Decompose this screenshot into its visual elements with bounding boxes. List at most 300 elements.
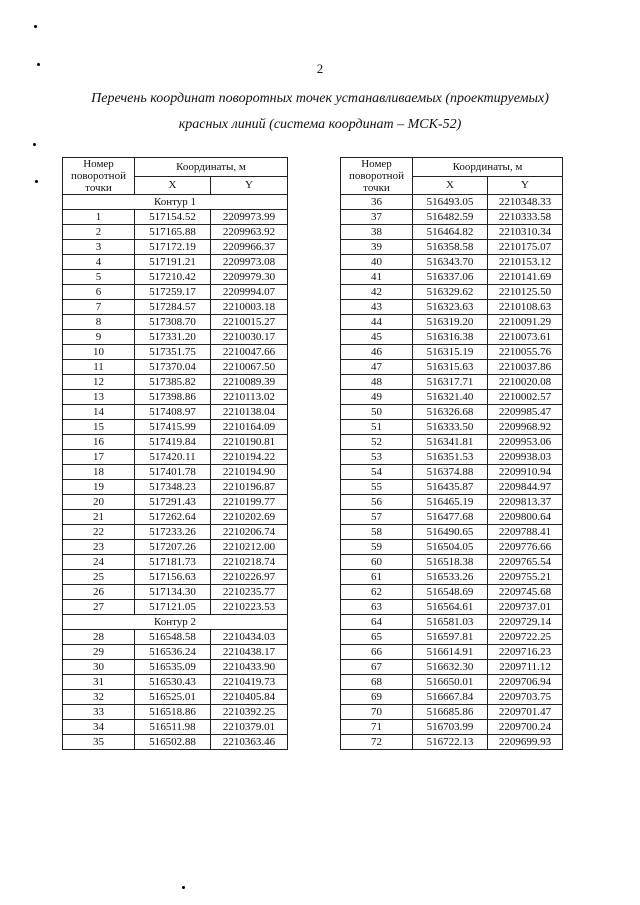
point-number-cell: 51: [341, 420, 413, 435]
point-number-cell: 33: [63, 705, 135, 720]
y-coordinate-cell: 2210030.17: [211, 330, 288, 345]
point-number-cell: 53: [341, 450, 413, 465]
y-coordinate-cell: 2209716.23: [488, 645, 563, 660]
table-row: [341, 345, 563, 360]
table-row: [341, 600, 563, 615]
x-coordinate-cell: 516341.81: [413, 435, 488, 450]
x-coordinate-cell: 516667.84: [413, 690, 488, 705]
point-number-cell: 47: [341, 360, 413, 375]
x-coordinate-cell: 517207.26: [135, 540, 211, 555]
point-number-cell: 7: [63, 300, 135, 315]
point-number-cell: 68: [341, 675, 413, 690]
y-coordinate-cell: 2209755.21: [488, 570, 563, 585]
y-coordinate-cell: 2210223.53: [211, 600, 288, 615]
point-number-cell: 40: [341, 255, 413, 270]
table-row: [63, 420, 288, 435]
point-number-cell: 17: [63, 450, 135, 465]
point-number-cell: 19: [63, 480, 135, 495]
point-number-cell: 36: [341, 195, 413, 210]
y-coordinate-cell: 2210091.29: [488, 315, 563, 330]
table-row: [341, 285, 563, 300]
point-number-cell: 12: [63, 375, 135, 390]
x-coordinate-cell: 516435.87: [413, 480, 488, 495]
x-coordinate-cell: 516329.62: [413, 285, 488, 300]
y-header: Y: [488, 176, 563, 195]
y-coordinate-cell: 2209844.97: [488, 480, 563, 495]
table-row: [63, 300, 288, 315]
y-coordinate-cell: 2209994.07: [211, 285, 288, 300]
y-coordinate-cell: 2209737.01: [488, 600, 563, 615]
point-number-cell: 69: [341, 690, 413, 705]
point-number-cell: 32: [63, 690, 135, 705]
y-coordinate-cell: 2210235.77: [211, 585, 288, 600]
table-row: [341, 570, 563, 585]
table-row: [63, 450, 288, 465]
y-coordinate-cell: 2210196.87: [211, 480, 288, 495]
point-number-cell: 60: [341, 555, 413, 570]
y-coordinate-cell: 2209788.41: [488, 525, 563, 540]
y-coordinate-cell: 2210363.46: [211, 735, 288, 750]
point-number-cell: 49: [341, 390, 413, 405]
y-coordinate-cell: 2209813.37: [488, 495, 563, 510]
x-coordinate-cell: 517165.88: [135, 225, 211, 240]
table-row: [341, 720, 563, 735]
table-row: [63, 225, 288, 240]
table-row: [63, 525, 288, 540]
x-coordinate-cell: 516477.68: [413, 510, 488, 525]
y-coordinate-cell: 2209703.75: [488, 690, 563, 705]
left-table-body: [63, 195, 288, 750]
point-number-cell: 6: [63, 285, 135, 300]
y-coordinate-cell: 2209722.25: [488, 630, 563, 645]
point-number-cell: 55: [341, 480, 413, 495]
x-coordinate-cell: 516316.38: [413, 330, 488, 345]
x-coordinate-cell: 516493.05: [413, 195, 488, 210]
table-row: [341, 390, 563, 405]
point-number-cell: 50: [341, 405, 413, 420]
x-coordinate-cell: 517233.26: [135, 525, 211, 540]
point-number-cell: 31: [63, 675, 135, 690]
y-coordinate-cell: 2210037.86: [488, 360, 563, 375]
x-header: X: [135, 176, 211, 195]
table-row: [341, 735, 563, 750]
point-number-cell: 26: [63, 585, 135, 600]
point-number-cell: 65: [341, 630, 413, 645]
x-coordinate-cell: 516323.63: [413, 300, 488, 315]
point-number-cell: 42: [341, 285, 413, 300]
x-header: X: [413, 176, 488, 195]
x-coordinate-cell: 516321.40: [413, 390, 488, 405]
x-coordinate-cell: 516482.59: [413, 210, 488, 225]
table-row: [63, 645, 288, 660]
point-number-cell: 43: [341, 300, 413, 315]
x-coordinate-cell: 516632.30: [413, 660, 488, 675]
x-coordinate-cell: 517181.73: [135, 555, 211, 570]
y-coordinate-cell: 2210141.69: [488, 270, 563, 285]
table-row: [341, 405, 563, 420]
x-coordinate-cell: 517259.17: [135, 285, 211, 300]
y-coordinate-cell: 2209711.12: [488, 660, 563, 675]
y-coordinate-cell: 2210175.07: [488, 240, 563, 255]
table-row: [63, 405, 288, 420]
point-number-cell: 8: [63, 315, 135, 330]
y-coordinate-cell: 2210212.00: [211, 540, 288, 555]
point-number-cell: 24: [63, 555, 135, 570]
point-number-cell: 2: [63, 225, 135, 240]
x-coordinate-cell: 516374.88: [413, 465, 488, 480]
y-coordinate-cell: 2210089.39: [211, 375, 288, 390]
x-coordinate-cell: 516597.81: [413, 630, 488, 645]
point-number-cell: 14: [63, 405, 135, 420]
coordinates-header: Координаты, м: [135, 158, 288, 177]
y-coordinate-cell: 2210055.76: [488, 345, 563, 360]
x-coordinate-cell: 517370.04: [135, 360, 211, 375]
table-row: [63, 600, 288, 615]
table-row: [63, 330, 288, 345]
point-number-cell: 70: [341, 705, 413, 720]
table-row: [341, 630, 563, 645]
y-coordinate-cell: 2209973.08: [211, 255, 288, 270]
table-row: [63, 240, 288, 255]
table-row: [63, 210, 288, 225]
y-coordinate-cell: 2209800.64: [488, 510, 563, 525]
point-number-cell: 63: [341, 600, 413, 615]
x-coordinate-cell: 516518.86: [135, 705, 211, 720]
x-coordinate-cell: 516358.58: [413, 240, 488, 255]
point-number-cell: 72: [341, 735, 413, 750]
table-row: [341, 645, 563, 660]
y-coordinate-cell: 2210310.34: [488, 225, 563, 240]
y-coordinate-cell: 2209973.99: [211, 210, 288, 225]
point-number-cell: 46: [341, 345, 413, 360]
y-coordinate-cell: 2209776.66: [488, 540, 563, 555]
x-coordinate-cell: 517401.78: [135, 465, 211, 480]
coordinates-header: Координаты, м: [413, 158, 563, 177]
y-coordinate-cell: 2209963.92: [211, 225, 288, 240]
x-coordinate-cell: 516650.01: [413, 675, 488, 690]
table-row: [63, 345, 288, 360]
y-coordinate-cell: 2209985.47: [488, 405, 563, 420]
x-coordinate-cell: 517348.23: [135, 480, 211, 495]
y-coordinate-cell: 2210199.77: [211, 495, 288, 510]
x-coordinate-cell: 517134.30: [135, 585, 211, 600]
x-coordinate-cell: 517154.52: [135, 210, 211, 225]
table-row: [63, 720, 288, 735]
point-number-header: Номер поворотной точки: [63, 158, 135, 195]
point-number-cell: 41: [341, 270, 413, 285]
x-coordinate-cell: 516536.24: [135, 645, 211, 660]
y-coordinate-cell: 2210138.04: [211, 405, 288, 420]
y-coordinate-cell: 2209699.93: [488, 735, 563, 750]
y-coordinate-cell: 2210153.12: [488, 255, 563, 270]
table-row: [63, 495, 288, 510]
y-coordinate-cell: 2210190.81: [211, 435, 288, 450]
scan-speck: [182, 886, 185, 889]
x-coordinate-cell: 517291.43: [135, 495, 211, 510]
y-coordinate-cell: 2210194.90: [211, 465, 288, 480]
point-number-cell: 67: [341, 660, 413, 675]
x-coordinate-cell: 517308.70: [135, 315, 211, 330]
point-number-cell: 45: [341, 330, 413, 345]
point-number-cell: 15: [63, 420, 135, 435]
x-coordinate-cell: 517156.63: [135, 570, 211, 585]
point-number-cell: 13: [63, 390, 135, 405]
y-coordinate-cell: 2209968.92: [488, 420, 563, 435]
coordinates-table-left: [62, 157, 288, 750]
point-number-cell: 59: [341, 540, 413, 555]
point-number-cell: 56: [341, 495, 413, 510]
x-coordinate-cell: 516315.63: [413, 360, 488, 375]
point-number-cell: 64: [341, 615, 413, 630]
right-table-body: [341, 195, 563, 750]
x-coordinate-cell: 516722.13: [413, 735, 488, 750]
table-row: [341, 510, 563, 525]
point-number-cell: 35: [63, 735, 135, 750]
section-label: Контур 2: [63, 615, 288, 630]
table-row: [63, 705, 288, 720]
x-coordinate-cell: 516502.88: [135, 735, 211, 750]
point-number-cell: 34: [63, 720, 135, 735]
x-coordinate-cell: 517210.42: [135, 270, 211, 285]
point-number-cell: 25: [63, 570, 135, 585]
table-row: [341, 360, 563, 375]
point-number-cell: 54: [341, 465, 413, 480]
x-coordinate-cell: 516518.38: [413, 555, 488, 570]
point-number-cell: 71: [341, 720, 413, 735]
point-number-cell: 38: [341, 225, 413, 240]
x-coordinate-cell: 516581.03: [413, 615, 488, 630]
table-row: [63, 555, 288, 570]
point-number-cell: 30: [63, 660, 135, 675]
x-coordinate-cell: 517385.82: [135, 375, 211, 390]
point-number-cell: 66: [341, 645, 413, 660]
y-coordinate-cell: 2210348.33: [488, 195, 563, 210]
point-number-cell: 52: [341, 435, 413, 450]
point-number-cell: 4: [63, 255, 135, 270]
point-number-cell: 61: [341, 570, 413, 585]
x-coordinate-cell: 517331.20: [135, 330, 211, 345]
table-row: [63, 585, 288, 600]
table-row: [63, 690, 288, 705]
x-coordinate-cell: 516564.61: [413, 600, 488, 615]
point-number-cell: 5: [63, 270, 135, 285]
x-coordinate-cell: 517415.99: [135, 420, 211, 435]
table-row: [341, 495, 563, 510]
table-row: [341, 690, 563, 705]
table-row: [63, 630, 288, 645]
point-number-cell: 21: [63, 510, 135, 525]
y-coordinate-cell: 2209953.06: [488, 435, 563, 450]
y-coordinate-cell: 2210206.74: [211, 525, 288, 540]
x-coordinate-cell: 516319.20: [413, 315, 488, 330]
x-coordinate-cell: 517419.84: [135, 435, 211, 450]
x-coordinate-cell: 516465.19: [413, 495, 488, 510]
y-coordinate-cell: 2210015.27: [211, 315, 288, 330]
table-row: [63, 315, 288, 330]
document-title-line2: красных линий (система координат – МСК-52): [178, 117, 462, 132]
x-coordinate-cell: 516337.06: [413, 270, 488, 285]
table-row: [341, 540, 563, 555]
table-row: [63, 285, 288, 300]
x-coordinate-cell: 517121.05: [135, 600, 211, 615]
x-coordinate-cell: 516504.05: [413, 540, 488, 555]
table-row: [341, 210, 563, 225]
table-row: [63, 675, 288, 690]
y-coordinate-cell: 2210392.25: [211, 705, 288, 720]
table-row: [63, 510, 288, 525]
x-coordinate-cell: 516317.71: [413, 375, 488, 390]
table-row: [63, 480, 288, 495]
y-coordinate-cell: 2209700.24: [488, 720, 563, 735]
table-row: [341, 465, 563, 480]
y-coordinate-cell: 2210202.69: [211, 510, 288, 525]
page-number: 2: [316, 61, 324, 76]
point-number-cell: 18: [63, 465, 135, 480]
table-row: [63, 255, 288, 270]
table-row: [341, 330, 563, 345]
table-row: [341, 480, 563, 495]
y-coordinate-cell: 2210438.17: [211, 645, 288, 660]
y-coordinate-cell: 2210218.74: [211, 555, 288, 570]
document-title-line1: Перечень координат поворотных точек устанавливаемых (проектируемых): [91, 91, 549, 106]
y-coordinate-cell: 2209729.14: [488, 615, 563, 630]
point-number-cell: 37: [341, 210, 413, 225]
x-coordinate-cell: 516535.09: [135, 660, 211, 675]
x-coordinate-cell: 516490.65: [413, 525, 488, 540]
scan-speck: [34, 25, 37, 28]
y-coordinate-cell: 2209765.54: [488, 555, 563, 570]
y-coordinate-cell: 2209966.37: [211, 240, 288, 255]
table-row: [341, 660, 563, 675]
table-row: [341, 240, 563, 255]
table-row: [63, 390, 288, 405]
point-number-cell: 57: [341, 510, 413, 525]
table-row: [341, 450, 563, 465]
y-coordinate-cell: 2210434.03: [211, 630, 288, 645]
table-row: [341, 675, 563, 690]
x-coordinate-cell: 517420.11: [135, 450, 211, 465]
table-row: [63, 540, 288, 555]
point-number-cell: 9: [63, 330, 135, 345]
y-coordinate-cell: 2210379.01: [211, 720, 288, 735]
y-coordinate-cell: 2209745.68: [488, 585, 563, 600]
coordinates-table-right: [340, 157, 563, 750]
table-row: [341, 705, 563, 720]
table-row: [341, 300, 563, 315]
table-row: [63, 435, 288, 450]
y-coordinate-cell: 2209910.94: [488, 465, 563, 480]
table-row: [341, 375, 563, 390]
x-coordinate-cell: 516614.91: [413, 645, 488, 660]
y-coordinate-cell: 2210002.57: [488, 390, 563, 405]
point-number-cell: 58: [341, 525, 413, 540]
point-number-cell: 48: [341, 375, 413, 390]
y-coordinate-cell: 2210405.84: [211, 690, 288, 705]
point-number-cell: 11: [63, 360, 135, 375]
table-row: [63, 270, 288, 285]
y-coordinate-cell: 2210073.61: [488, 330, 563, 345]
point-number-cell: 3: [63, 240, 135, 255]
table-row: [341, 270, 563, 285]
point-number-cell: 29: [63, 645, 135, 660]
scan-speck: [35, 180, 38, 183]
x-coordinate-cell: 516333.50: [413, 420, 488, 435]
y-coordinate-cell: 2210164.09: [211, 420, 288, 435]
table-row: [341, 555, 563, 570]
x-coordinate-cell: 516548.58: [135, 630, 211, 645]
x-coordinate-cell: 516343.70: [413, 255, 488, 270]
table-row: [341, 615, 563, 630]
y-coordinate-cell: 2210226.97: [211, 570, 288, 585]
x-coordinate-cell: 517262.64: [135, 510, 211, 525]
y-coordinate-cell: 2210194.22: [211, 450, 288, 465]
table-row: [63, 360, 288, 375]
table-row: [341, 525, 563, 540]
x-coordinate-cell: 516533.26: [413, 570, 488, 585]
table-row: [63, 570, 288, 585]
x-coordinate-cell: 516525.01: [135, 690, 211, 705]
x-coordinate-cell: 516511.98: [135, 720, 211, 735]
section-row: [63, 195, 288, 210]
x-coordinate-cell: 516315.19: [413, 345, 488, 360]
y-coordinate-cell: 2210419.73: [211, 675, 288, 690]
y-coordinate-cell: 2210047.66: [211, 345, 288, 360]
table-row: [341, 225, 563, 240]
y-coordinate-cell: 2210020.08: [488, 375, 563, 390]
y-coordinate-cell: 2209938.03: [488, 450, 563, 465]
y-coordinate-cell: 2210067.50: [211, 360, 288, 375]
table-row: [341, 585, 563, 600]
point-number-cell: 23: [63, 540, 135, 555]
y-header: Y: [211, 176, 288, 195]
y-coordinate-cell: 2210125.50: [488, 285, 563, 300]
table-row: [63, 375, 288, 390]
y-coordinate-cell: 2209706.94: [488, 675, 563, 690]
x-coordinate-cell: 516351.53: [413, 450, 488, 465]
point-number-cell: 16: [63, 435, 135, 450]
point-number-cell: 22: [63, 525, 135, 540]
x-coordinate-cell: 516548.69: [413, 585, 488, 600]
y-coordinate-cell: 2210433.90: [211, 660, 288, 675]
point-number-cell: 39: [341, 240, 413, 255]
x-coordinate-cell: 516703.99: [413, 720, 488, 735]
x-coordinate-cell: 517172.19: [135, 240, 211, 255]
x-coordinate-cell: 517408.97: [135, 405, 211, 420]
table-row: [63, 660, 288, 675]
x-coordinate-cell: 517191.21: [135, 255, 211, 270]
point-number-cell: 62: [341, 585, 413, 600]
x-coordinate-cell: 516464.82: [413, 225, 488, 240]
point-number-cell: 20: [63, 495, 135, 510]
scan-speck: [33, 143, 36, 146]
point-number-cell: 27: [63, 600, 135, 615]
table-row: [63, 735, 288, 750]
y-coordinate-cell: 2210108.63: [488, 300, 563, 315]
table-row: [341, 435, 563, 450]
table-row: [341, 315, 563, 330]
y-coordinate-cell: 2210333.58: [488, 210, 563, 225]
x-coordinate-cell: 517398.86: [135, 390, 211, 405]
x-coordinate-cell: 517284.57: [135, 300, 211, 315]
table-row: [63, 465, 288, 480]
point-number-cell: 10: [63, 345, 135, 360]
point-number-cell: 44: [341, 315, 413, 330]
x-coordinate-cell: 516685.86: [413, 705, 488, 720]
point-number-cell: 28: [63, 630, 135, 645]
y-coordinate-cell: 2209701.47: [488, 705, 563, 720]
point-number-header: Номер поворотной точки: [341, 158, 413, 195]
section-row: [63, 615, 288, 630]
